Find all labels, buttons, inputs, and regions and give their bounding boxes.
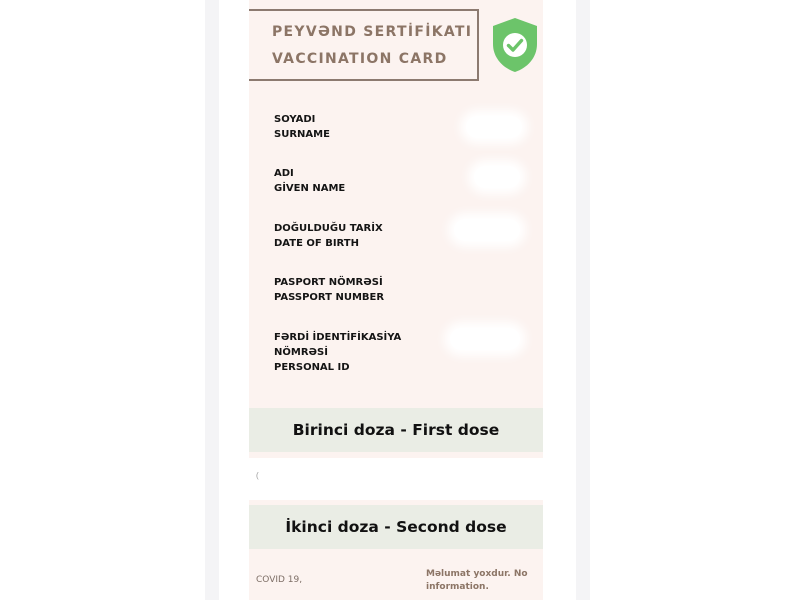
card-title-en: VACCINATION CARD xyxy=(272,51,448,67)
date-of-birth-label-en: DATE OF BIRTH xyxy=(274,238,359,249)
phone-frame-left xyxy=(205,0,219,600)
first-dose-header xyxy=(249,408,543,452)
second-dose-header xyxy=(249,505,543,549)
first-dose-marker: ( xyxy=(256,471,259,480)
personal-id-label-az-2: NÖMRƏSİ xyxy=(274,347,328,358)
personal-id-label-en: PERSONAL ID xyxy=(274,362,350,373)
second-dose-status: Məlumat yoxdur. No information. xyxy=(426,569,528,592)
second-dose-vaccine: COVID 19, xyxy=(256,575,303,585)
date-of-birth-label-az: DOĞULDUĞU TARİX xyxy=(274,223,383,234)
first-dose-title: Birinci doza - First dose xyxy=(292,421,500,439)
date-of-birth-label xyxy=(274,221,383,251)
passport-number-label xyxy=(274,275,384,305)
first-dose-details-redacted xyxy=(249,458,543,500)
passport-number-label-az: PASPORT NÖMRƏSİ xyxy=(274,277,383,288)
personal-id-value-redacted xyxy=(450,328,520,350)
surname-label xyxy=(274,112,330,142)
given-name-label-az: ADI xyxy=(274,168,294,179)
given-name-label-en: GİVEN NAME xyxy=(274,183,346,194)
card-title-box xyxy=(249,9,479,81)
given-name-label xyxy=(274,166,345,196)
surname-value-redacted xyxy=(466,116,522,138)
given-name-value-redacted xyxy=(474,166,520,188)
date-of-birth-value-redacted xyxy=(454,219,520,241)
card-title-az: PEYVƏND SERTİFİKATI xyxy=(272,24,473,40)
second-dose-title: İkinci doza - Second dose xyxy=(285,518,507,536)
personal-id-label xyxy=(274,330,401,375)
surname-label-az: SOYADI xyxy=(274,114,316,125)
passport-number-label-en: PASSPORT NUMBER xyxy=(274,292,385,303)
phone-frame-right xyxy=(576,0,590,600)
surname-label-en: SURNAME xyxy=(274,129,330,140)
shield-check-icon xyxy=(489,16,541,74)
personal-id-label-az-1: FƏRDİ İDENTİFİKASİYA xyxy=(274,332,402,343)
